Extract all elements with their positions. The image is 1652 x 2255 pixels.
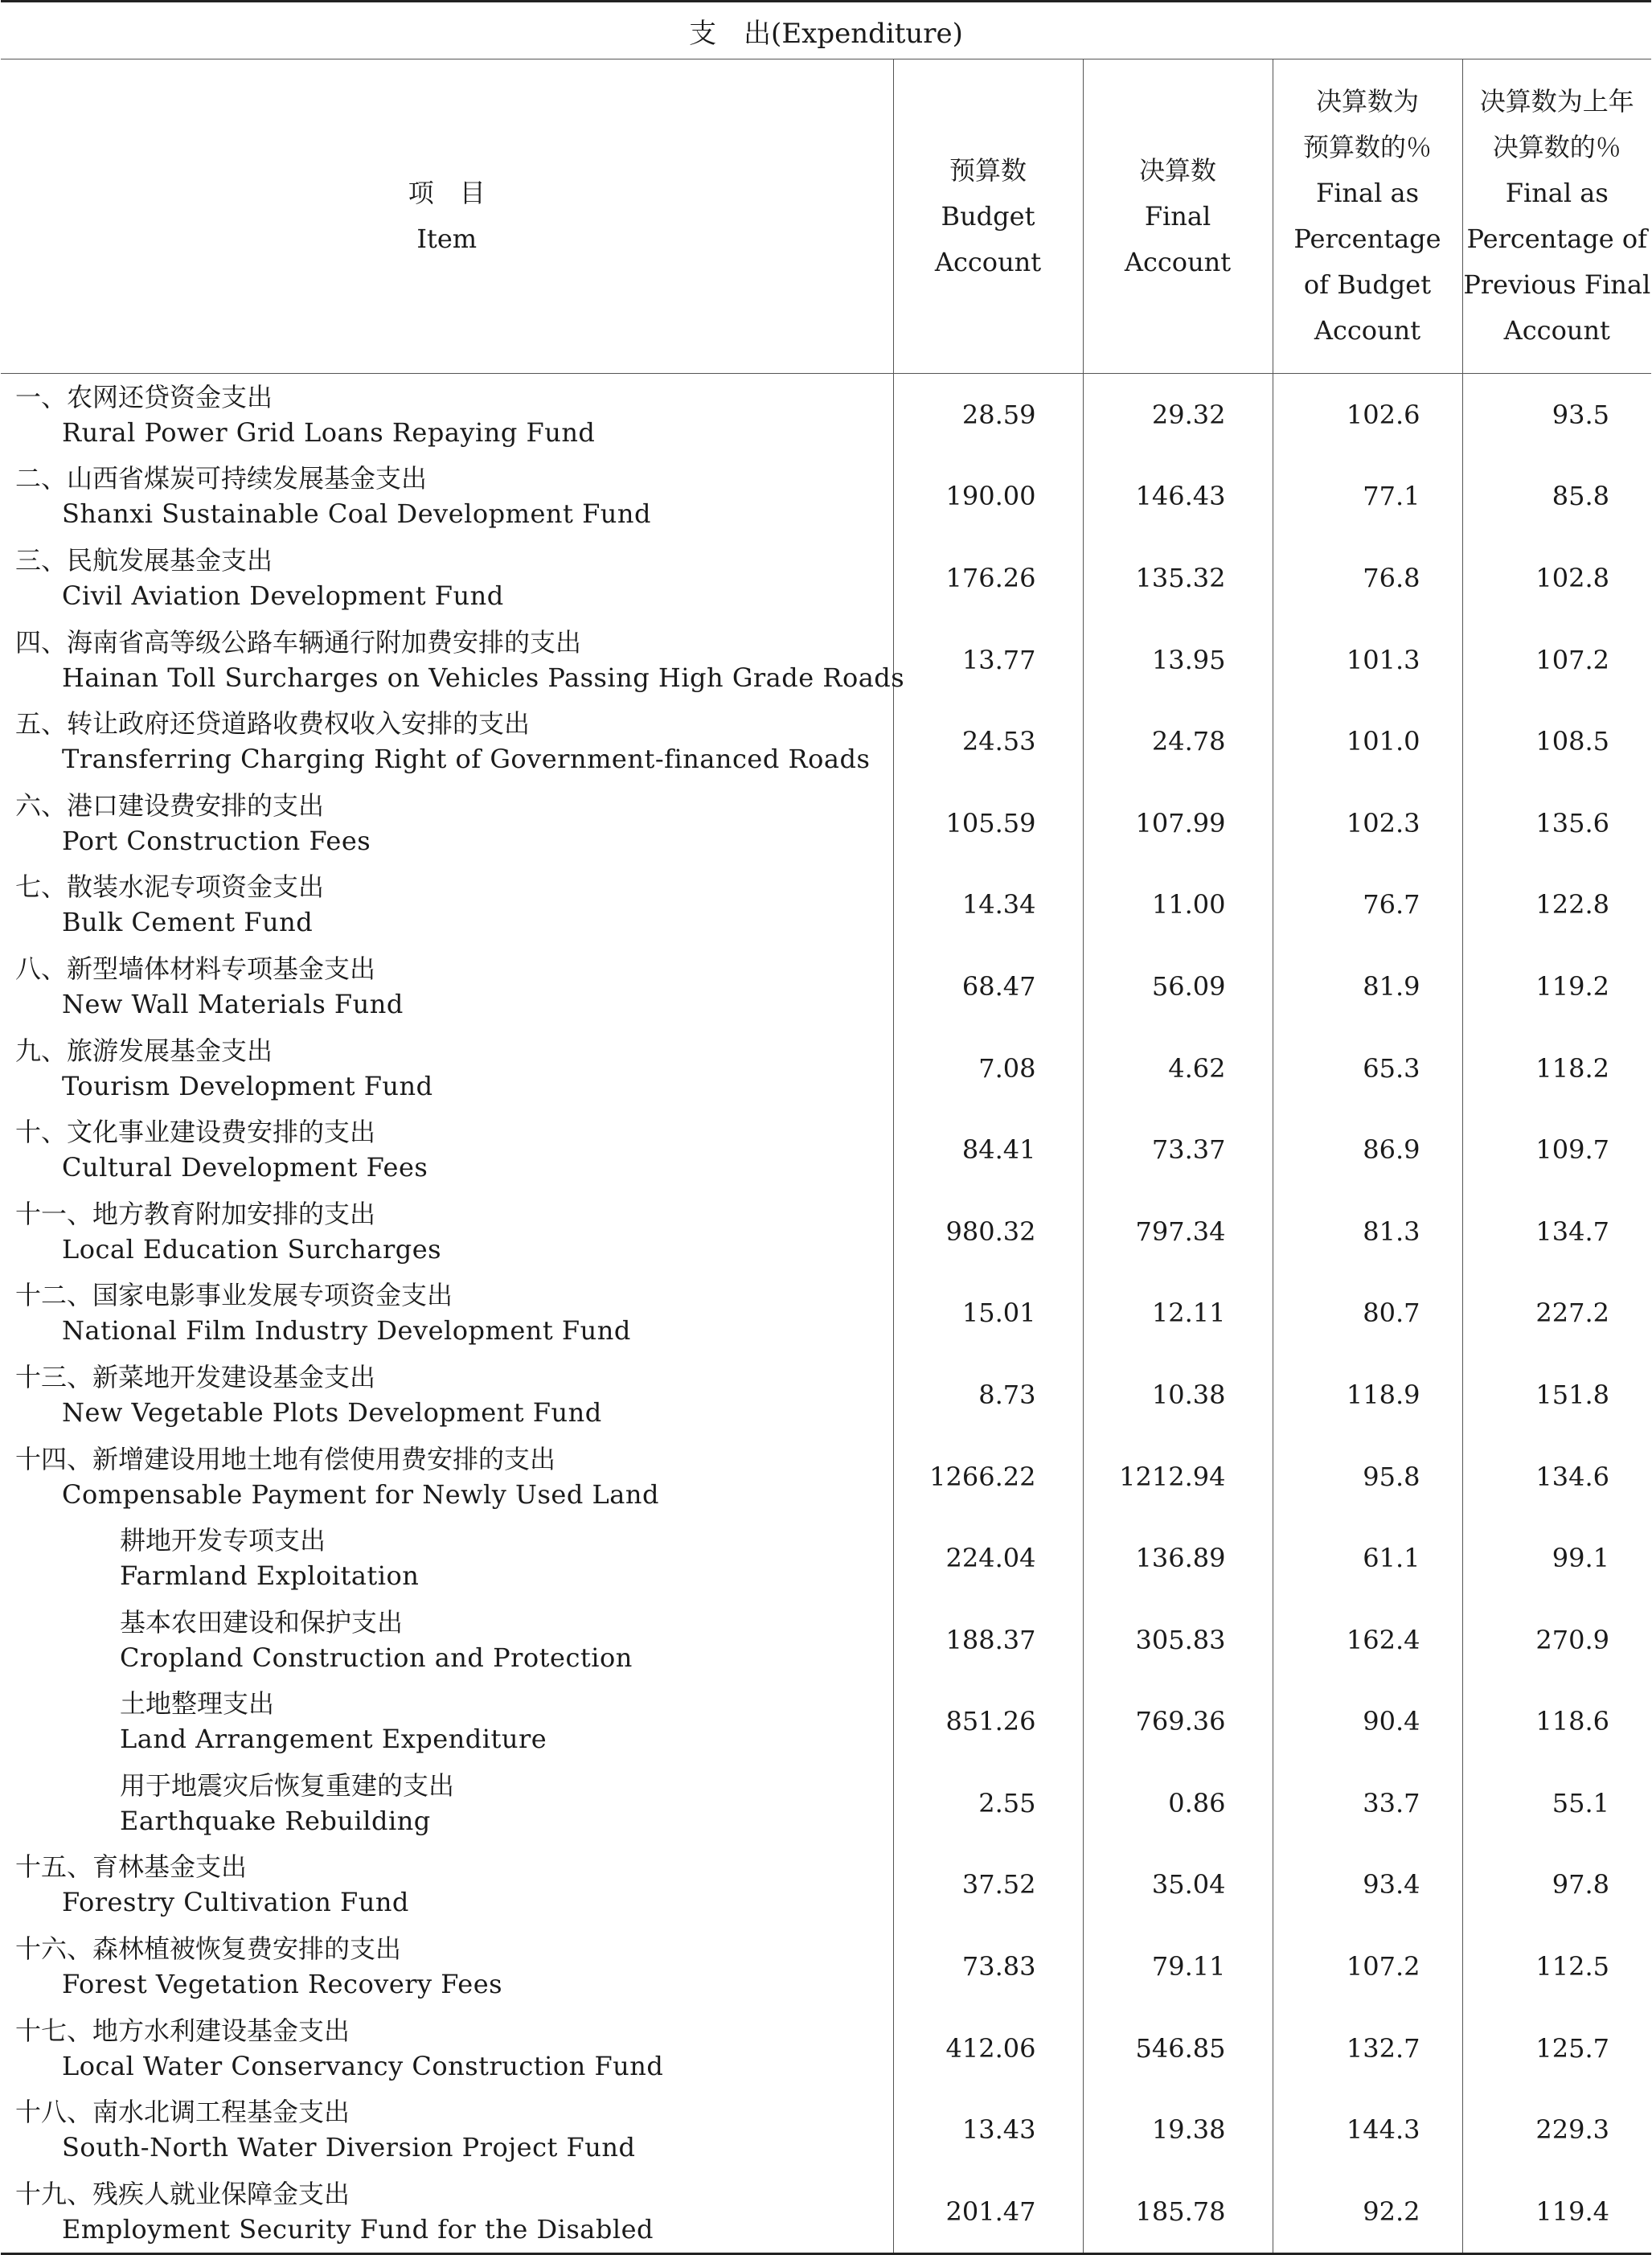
- item-cell: [1, 619, 905, 701]
- pct-prev-cell: 85.8: [1462, 456, 1651, 538]
- table-row: [1, 864, 1651, 946]
- header-pct-prev: 决算数为上年 决算数的％ Final as Percentage of Previous Final Account: [1462, 59, 1651, 374]
- item-name-cn: 八、新型墙体材料专项基金支出: [15, 953, 376, 984]
- pct-prev-cell: 112.5: [1462, 1925, 1651, 2007]
- table-row: [1, 2171, 1651, 2253]
- pct-budget-cell: 81.3: [1273, 1191, 1462, 1273]
- pct-budget-cell: 80.7: [1273, 1273, 1462, 1355]
- table-body: [1, 374, 1651, 2254]
- pct-prev-cell: 118.2: [1462, 1027, 1651, 1109]
- item-name-en: Forestry Cultivation Fund: [62, 1887, 409, 1918]
- item-name-en: Employment Security Fund for the Disabled: [62, 2213, 654, 2245]
- item-cell: [1, 1273, 893, 1355]
- pct-budget-cell: 93.4: [1273, 1844, 1462, 1926]
- item-name-en: South-North Water Diversion Project Fund: [62, 2132, 636, 2163]
- budget-cell: 37.52: [893, 1844, 1083, 1926]
- final-cell: 305.83: [1083, 1599, 1273, 1681]
- pct-prev-cell: 108.5: [1462, 700, 1651, 782]
- item-name-en: Tourism Development Fund: [62, 1070, 433, 1101]
- header-budget: 预算数 Budget Account: [893, 59, 1083, 374]
- table-row: [1, 374, 1651, 456]
- final-cell: 146.43: [1083, 456, 1273, 538]
- pct-budget-cell: 107.2: [1273, 1925, 1462, 2007]
- item-name-en: Transferring Charging Right of Government-financed Roads: [62, 744, 871, 775]
- table-row: [1, 1599, 1651, 1681]
- pct-budget-cell: 144.3: [1273, 2089, 1462, 2171]
- item-name-cn: 三、民航发展基金支出: [15, 544, 273, 576]
- item-name-cn: 用于地震灾后恢复重建的支出: [120, 1769, 455, 1801]
- pct-prev-cell: 107.2: [1462, 619, 1651, 701]
- budget-cell: 28.59: [893, 374, 1083, 456]
- item-name-en: Compensable Payment for Newly Used Land: [62, 1478, 659, 1510]
- item-name-cn: 五、转让政府还贷道路收费权收入安排的支出: [15, 708, 531, 740]
- item-name-cn: 四、海南省高等级公路车辆通行附加费安排的支出: [15, 626, 582, 658]
- item-name-cn: 十二、国家电影事业发展专项资金支出: [15, 1280, 453, 1311]
- final-cell: 13.95: [1083, 619, 1273, 701]
- table-row: [1, 1354, 1651, 1436]
- pct-budget-cell: 81.9: [1273, 945, 1462, 1027]
- item-name-cn: 十七、地方水利建设基金支出: [15, 2015, 350, 2046]
- pct-prev-cell: 125.7: [1462, 2007, 1651, 2089]
- final-cell: 19.38: [1083, 2089, 1273, 2171]
- item-name-en: Local Education Surcharges: [62, 1233, 442, 1265]
- pct-prev-cell: 97.8: [1462, 1844, 1651, 1926]
- budget-cell: 190.00: [893, 456, 1083, 538]
- budget-cell: 15.01: [893, 1273, 1083, 1355]
- pct-prev-cell: 119.4: [1462, 2171, 1651, 2253]
- final-cell: 1212.94: [1083, 1436, 1273, 1518]
- item-name-en: Earthquake Rebuilding: [120, 1805, 431, 1836]
- table-row: [1, 2089, 1651, 2171]
- pct-prev-cell: 118.6: [1462, 1681, 1651, 1763]
- budget-cell: 24.53: [893, 700, 1083, 782]
- budget-cell: 14.34: [893, 864, 1083, 946]
- item-cell: [1, 2089, 893, 2171]
- header-row: [1, 59, 1651, 374]
- item-name-en: Cropland Construction and Protection: [120, 1642, 633, 1673]
- final-cell: 546.85: [1083, 2007, 1273, 2089]
- item-name-en: Land Arrangement Expenditure: [120, 1724, 547, 1755]
- item-cell: [1, 945, 893, 1027]
- item-cell: [1, 1844, 893, 1926]
- item-cell: [1, 1027, 893, 1109]
- item-cell: [1, 1109, 893, 1191]
- item-name-en: New Vegetable Plots Development Fund: [62, 1396, 602, 1428]
- budget-cell: 188.37: [893, 1599, 1083, 1681]
- pct-budget-cell: 95.8: [1273, 1436, 1462, 1518]
- pct-prev-cell: 229.3: [1462, 2089, 1651, 2171]
- final-cell: 79.11: [1083, 1925, 1273, 2007]
- item-cell: [1, 1191, 893, 1273]
- table-row: [1, 782, 1651, 864]
- item-cell: [1, 1681, 893, 1763]
- item-name-cn: 十八、南水北调工程基金支出: [15, 2097, 350, 2128]
- item-name-en: Hainan Toll Surcharges on Vehicles Passing High Grade Roads: [62, 662, 905, 693]
- item-name-cn: 十九、残疾人就业保障金支出: [15, 2178, 350, 2209]
- pct-budget-cell: 162.4: [1273, 1599, 1462, 1681]
- table-row: [1, 537, 1651, 619]
- budget-cell: 412.06: [893, 2007, 1083, 2089]
- item-name-cn: 七、散装水泥专项资金支出: [15, 871, 325, 903]
- budget-cell: 980.32: [893, 1191, 1083, 1273]
- item-name-en: Cultural Development Fees: [62, 1152, 428, 1183]
- table-row: [1, 1027, 1651, 1109]
- item-name-cn: 十一、地方教育附加安排的支出: [15, 1198, 376, 1229]
- item-cell: [1, 2171, 893, 2253]
- budget-cell: 68.47: [893, 945, 1083, 1027]
- budget-cell: 201.47: [893, 2171, 1083, 2253]
- final-cell: 11.00: [1083, 864, 1273, 946]
- budget-cell: 13.43: [893, 2089, 1083, 2171]
- table-row: [1, 945, 1651, 1027]
- item-name-cn: 二、山西省煤炭可持续发展基金支出: [15, 463, 428, 494]
- pct-budget-cell: 102.3: [1273, 782, 1462, 864]
- table-row: [1, 1436, 1651, 1518]
- final-cell: 10.38: [1083, 1354, 1273, 1436]
- item-cell: [1, 864, 893, 946]
- budget-cell: 13.77: [893, 619, 1083, 701]
- pct-prev-cell: 134.7: [1462, 1191, 1651, 1273]
- item-name-en: New Wall Materials Fund: [62, 988, 404, 1019]
- final-cell: 769.36: [1083, 1681, 1273, 1763]
- pct-budget-cell: 90.4: [1273, 1681, 1462, 1763]
- final-cell: 29.32: [1083, 374, 1273, 456]
- pct-budget-cell: 61.1: [1273, 1517, 1462, 1599]
- item-cell: [1, 1925, 893, 2007]
- budget-cell: 1266.22: [893, 1436, 1083, 1518]
- pct-budget-cell: 33.7: [1273, 1762, 1462, 1844]
- item-cell: [1, 700, 893, 782]
- table-row: [1, 456, 1651, 538]
- table-row: [1, 1191, 1651, 1273]
- item-name-en: Rural Power Grid Loans Repaying Fund: [62, 416, 596, 448]
- final-cell: 136.89: [1083, 1517, 1273, 1599]
- pct-budget-cell: 132.7: [1273, 2007, 1462, 2089]
- budget-cell: 8.73: [893, 1354, 1083, 1436]
- table-row: [1, 1517, 1651, 1599]
- final-cell: 0.86: [1083, 1762, 1273, 1844]
- item-cell: [1, 782, 893, 864]
- item-cell: [1, 537, 893, 619]
- table-row: [1, 1844, 1651, 1926]
- item-name-cn: 耕地开发专项支出: [120, 1525, 326, 1556]
- table-row: [1, 700, 1651, 782]
- final-cell: 12.11: [1083, 1273, 1273, 1355]
- table-row: [1, 1681, 1651, 1763]
- pct-prev-cell: 102.8: [1462, 537, 1651, 619]
- pct-budget-cell: 118.9: [1273, 1354, 1462, 1436]
- pct-prev-cell: 151.8: [1462, 1354, 1651, 1436]
- pct-prev-cell: 122.8: [1462, 864, 1651, 946]
- header-pct-budget: 决算数为 预算数的％ Final as Percentage of Budget Account: [1273, 59, 1462, 374]
- table-row: [1, 1925, 1651, 2007]
- item-cell: [1, 1762, 893, 1844]
- final-cell: 4.62: [1083, 1027, 1273, 1109]
- final-cell: 107.99: [1083, 782, 1273, 864]
- pct-prev-cell: 134.6: [1462, 1436, 1651, 1518]
- pct-budget-cell: 77.1: [1273, 456, 1462, 538]
- item-name-en: Civil Aviation Development Fund: [62, 580, 504, 611]
- item-name-en: Local Water Conservancy Construction Fund: [62, 2050, 664, 2081]
- item-name-en: Bulk Cement Fund: [62, 907, 314, 938]
- pct-prev-cell: 109.7: [1462, 1109, 1651, 1191]
- expenditure-table: [1, 0, 1651, 2255]
- pct-prev-cell: 99.1: [1462, 1517, 1651, 1599]
- item-name-cn: 十五、育林基金支出: [15, 1851, 248, 1883]
- final-cell: 24.78: [1083, 700, 1273, 782]
- budget-cell: 84.41: [893, 1109, 1083, 1191]
- pct-prev-cell: 135.6: [1462, 782, 1651, 864]
- pct-prev-cell: 270.9: [1462, 1599, 1651, 1681]
- table-row: [1, 1273, 1651, 1355]
- item-name-cn: 一、农网还贷资金支出: [15, 381, 273, 412]
- item-name-cn: 十四、新增建设用地土地有偿使用费安排的支出: [15, 1443, 556, 1474]
- budget-cell: 224.04: [893, 1517, 1083, 1599]
- budget-cell: 73.83: [893, 1925, 1083, 2007]
- pct-prev-cell: 55.1: [1462, 1762, 1651, 1844]
- budget-cell: 851.26: [893, 1681, 1083, 1763]
- pct-budget-cell: 76.7: [1273, 864, 1462, 946]
- pct-budget-cell: 101.3: [1273, 619, 1462, 701]
- budget-cell: 105.59: [893, 782, 1083, 864]
- item-name-cn: 土地整理支出: [120, 1688, 275, 1720]
- item-name-cn: 十三、新菜地开发建设基金支出: [15, 1361, 376, 1392]
- item-cell: [1, 1354, 893, 1436]
- pct-budget-cell: 86.9: [1273, 1109, 1462, 1191]
- item-cell: [1, 1599, 893, 1681]
- item-name-cn: 十、文化事业建设费安排的支出: [15, 1117, 376, 1148]
- budget-cell: 2.55: [893, 1762, 1083, 1844]
- item-cell: [1, 374, 893, 456]
- item-name-cn: 十六、森林植被恢复费安排的支出: [15, 1933, 402, 1965]
- final-cell: 56.09: [1083, 945, 1273, 1027]
- pct-budget-cell: 101.0: [1273, 700, 1462, 782]
- final-cell: 135.32: [1083, 537, 1273, 619]
- final-cell: 185.78: [1083, 2171, 1273, 2253]
- pct-prev-cell: 93.5: [1462, 374, 1651, 456]
- item-name-cn: 基本农田建设和保护支出: [120, 1606, 404, 1638]
- pct-budget-cell: 65.3: [1273, 1027, 1462, 1109]
- budget-cell: 176.26: [893, 537, 1083, 619]
- item-name-en: Forest Vegetation Recovery Fees: [62, 1969, 503, 2000]
- budget-cell: 7.08: [893, 1027, 1083, 1109]
- item-cell: [1, 2007, 893, 2089]
- pct-prev-cell: 227.2: [1462, 1273, 1651, 1355]
- pct-budget-cell: 92.2: [1273, 2171, 1462, 2253]
- item-name-en: Port Construction Fees: [62, 825, 371, 856]
- table-row: [1, 1109, 1651, 1191]
- item-name-en: Farmland Exploitation: [120, 1560, 420, 1592]
- pct-budget-cell: 76.8: [1273, 537, 1462, 619]
- table-row: [1, 2007, 1651, 2089]
- header-final: 决算数 Final Account: [1083, 59, 1273, 374]
- item-cell: [1, 456, 893, 538]
- item-cell: [1, 1517, 893, 1599]
- item-cell: [1, 1436, 893, 1518]
- final-cell: 797.34: [1083, 1191, 1273, 1273]
- item-name-en: Shanxi Sustainable Coal Development Fund: [62, 498, 651, 530]
- pct-budget-cell: 102.6: [1273, 374, 1462, 456]
- table-title: 支 出(Expenditure): [1, 2, 1651, 59]
- item-name-cn: 六、港口建设费安排的支出: [15, 789, 325, 821]
- final-cell: 73.37: [1083, 1109, 1273, 1191]
- header-item: 项 目 Item: [1, 59, 893, 374]
- final-cell: 35.04: [1083, 1844, 1273, 1926]
- pct-prev-cell: 119.2: [1462, 945, 1651, 1027]
- table-row: [1, 1762, 1651, 1844]
- table-row: [1, 619, 1651, 701]
- item-name-en: National Film Industry Development Fund: [62, 1315, 631, 1347]
- item-name-cn: 九、旅游发展基金支出: [15, 1035, 273, 1066]
